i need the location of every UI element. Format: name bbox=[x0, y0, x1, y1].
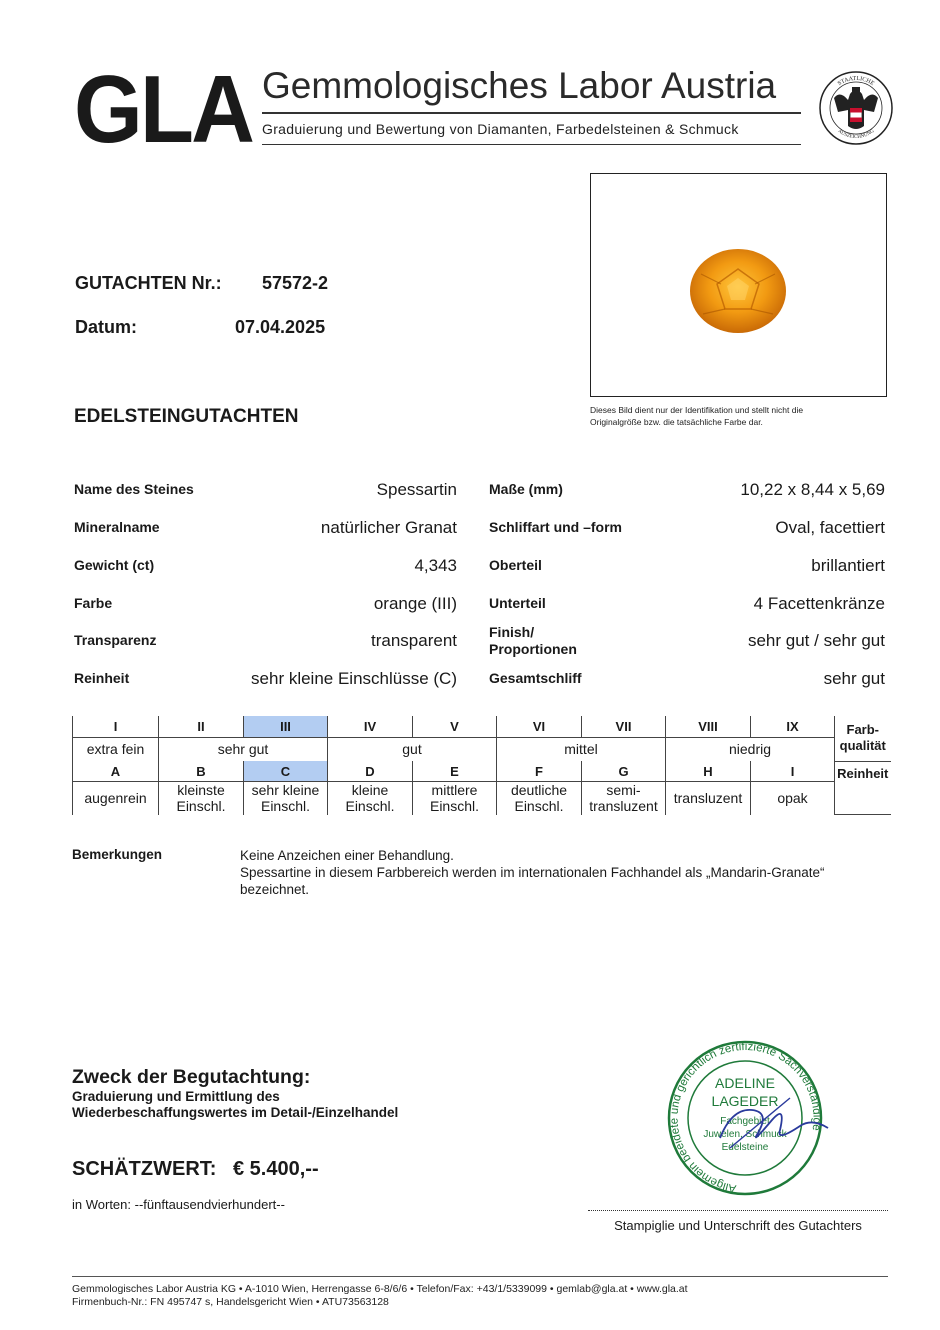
color-grade-V: V bbox=[413, 716, 497, 737]
lab-subtitle: Graduierung und Bewertung von Diamanten, Farbedelsteinen & Schmuck bbox=[262, 121, 739, 137]
seal-bottom-text: AUSZEICHNUNG bbox=[836, 129, 876, 141]
footer-registration: Firmenbuch-Nr.: FN 495747 s, Handelsgericht Wien • ATU73563128 bbox=[72, 1296, 389, 1308]
clarity-desc-I: opak bbox=[751, 782, 835, 815]
valuation-label: SCHÄTZWERT: bbox=[72, 1158, 217, 1180]
stamp-line-1: Fachgebiet bbox=[720, 1116, 770, 1127]
prop-value-mineral: natürlicher Granat bbox=[320, 518, 457, 537]
report-date-label: Datum: bbox=[75, 317, 137, 337]
color-grade-IX: IX bbox=[751, 716, 835, 737]
color-grade-VI: VI bbox=[497, 716, 582, 737]
clarity-grade-H: H bbox=[666, 761, 751, 782]
prop-label-color: Farbe bbox=[74, 595, 113, 611]
clarity-grade-C-selected: C bbox=[244, 761, 328, 782]
prop-label-name: Name des Steines bbox=[74, 481, 194, 497]
color-grade-IV: IV bbox=[328, 716, 413, 737]
header-divider-bottom bbox=[262, 144, 801, 145]
stamp-ring-text: Allgemein beeidete und gerichtlich zertifizierte Sachverständige bbox=[668, 1040, 823, 1195]
clarity-desc-D: kleine Einschl. bbox=[328, 782, 413, 815]
report-number-label: GUTACHTEN Nr.: bbox=[75, 273, 222, 293]
grading-scale-table bbox=[72, 716, 891, 815]
color-grade-II: II bbox=[159, 716, 244, 737]
clarity-desc-G: semi- transluzent bbox=[582, 782, 666, 815]
color-grade-VIII: VIII bbox=[666, 716, 751, 737]
stamp-caption: Stampiglie und Unterschrift des Gutachters bbox=[614, 1218, 862, 1233]
prop-label-cut: Schliffart und –form bbox=[489, 519, 623, 535]
report-number: 57572-2 bbox=[262, 273, 329, 293]
color-quality-label: Farb- qualität bbox=[835, 716, 891, 761]
prop-value-transparency: transparent bbox=[371, 631, 457, 650]
clarity-grade-A: A bbox=[73, 761, 159, 782]
lab-name: Gemmologisches Labor Austria bbox=[262, 65, 777, 106]
prop-value-name: Spessartin bbox=[376, 480, 457, 499]
footer-divider bbox=[72, 1276, 888, 1277]
prop-label-clarity: Reinheit bbox=[74, 670, 130, 686]
prop-label-mineral: Mineralname bbox=[74, 519, 160, 535]
photo-disclaimer: Dieses Bild dient nur der Identifikation und stellt nicht die Originalgröße bzw. die tatsächliche Farbe dar. bbox=[590, 405, 804, 427]
color-group-niedrig: niedrig bbox=[666, 737, 835, 761]
gemstone-photo-frame bbox=[590, 173, 887, 397]
color-grade-VII: VII bbox=[582, 716, 666, 737]
clarity-desc-C: sehr kleine Einschl. bbox=[244, 782, 328, 815]
prop-value-dimensions: 10,22 x 8,44 x 5,69 bbox=[740, 480, 885, 499]
gemstone-image bbox=[591, 174, 885, 395]
clarity-desc-A: augenrein bbox=[73, 782, 159, 815]
report-type: EDELSTEINGUTACHTEN bbox=[74, 406, 299, 427]
color-grade-I: I bbox=[73, 716, 159, 737]
color-grade-III-selected: III bbox=[244, 716, 328, 737]
stamp-line-2: Juwelen, Schmuck bbox=[703, 1129, 787, 1140]
stamp-name-first: ADELINE bbox=[715, 1075, 775, 1091]
stamp-name-last: LAGEDER bbox=[711, 1093, 779, 1109]
purpose-title: Zweck der Begutachtung: bbox=[72, 1066, 311, 1088]
valuation-in-words: in Worten: --fünftausendvierhundert-- bbox=[72, 1197, 285, 1212]
lab-logo: GLA bbox=[74, 56, 253, 163]
clarity-grade-B: B bbox=[159, 761, 244, 782]
prop-label-finish: Finish/ Proportionen bbox=[489, 624, 577, 657]
valuation-value: € 5.400,-- bbox=[233, 1158, 319, 1180]
stamp-line-3: Edelsteine bbox=[721, 1142, 769, 1153]
prop-label-weight: Gewicht (ct) bbox=[74, 557, 155, 573]
report-date: 07.04.2025 bbox=[235, 317, 326, 337]
remarks-label: Bemerkungen bbox=[72, 847, 163, 862]
footer bbox=[72, 1283, 688, 1309]
header-divider bbox=[262, 112, 801, 114]
prop-label-overall-cut: Gesamtschliff bbox=[489, 670, 582, 686]
footer-address: Gemmologisches Labor Austria KG • A-1010 Wien, Herrengasse 6-8/6/6 • Telefon/Fax: +43/1/5339099 • gemlab@gla.at • www.gla.at bbox=[72, 1283, 688, 1295]
prop-label-crown: Oberteil bbox=[489, 557, 542, 573]
prop-value-overall-cut: sehr gut bbox=[823, 669, 885, 688]
clarity-desc-B: kleinste Einschl. bbox=[159, 782, 244, 815]
austrian-eagle-seal-icon bbox=[818, 70, 894, 146]
clarity-desc-F: deutliche Einschl. bbox=[497, 782, 582, 815]
prop-value-clarity: sehr kleine Einschlüsse (C) bbox=[251, 669, 457, 688]
prop-value-weight: 4,343 bbox=[414, 556, 457, 575]
seal-top-text: STAATLICHE bbox=[836, 75, 875, 88]
signature-line bbox=[588, 1210, 888, 1211]
clarity-grade-F: F bbox=[497, 761, 582, 782]
color-group-sehr-gut: sehr gut bbox=[159, 737, 328, 761]
purpose-text: Graduierung und Ermittlung des Wiederbeschaffungswertes im Detail-/Einzelhandel bbox=[72, 1089, 399, 1120]
prop-value-finish: sehr gut / sehr gut bbox=[747, 631, 885, 650]
color-group-mittel: mittel bbox=[497, 737, 666, 761]
prop-value-crown: brillantiert bbox=[811, 556, 885, 575]
color-group-extra-fein: extra fein bbox=[73, 737, 159, 761]
clarity-grade-E: E bbox=[413, 761, 497, 782]
prop-label-dimensions: Maße (mm) bbox=[489, 481, 563, 497]
clarity-grade-G: G bbox=[582, 761, 666, 782]
prop-value-color: orange (III) bbox=[373, 594, 457, 613]
clarity-desc-H: transluzent bbox=[666, 782, 751, 815]
remarks-text: Keine Anzeichen einer Behandlung. Spessartine in diesem Farbbereich werden im internationalen Fachhandel als „Mandarin-Granate“ bezeichnet. bbox=[240, 848, 825, 897]
clarity-grade-I: I bbox=[751, 761, 835, 782]
clarity-grade-D: D bbox=[328, 761, 413, 782]
prop-label-pavilion: Unterteil bbox=[489, 595, 546, 611]
color-group-gut: gut bbox=[328, 737, 497, 761]
clarity-label: Reinheit bbox=[835, 761, 891, 815]
prop-label-transparency: Transparenz bbox=[74, 632, 157, 648]
prop-value-cut: Oval, facettiert bbox=[775, 518, 885, 537]
expert-stamp bbox=[660, 1038, 840, 1198]
clarity-desc-E: mittlere Einschl. bbox=[413, 782, 497, 815]
prop-value-pavilion: 4 Facettenkränze bbox=[753, 594, 885, 613]
